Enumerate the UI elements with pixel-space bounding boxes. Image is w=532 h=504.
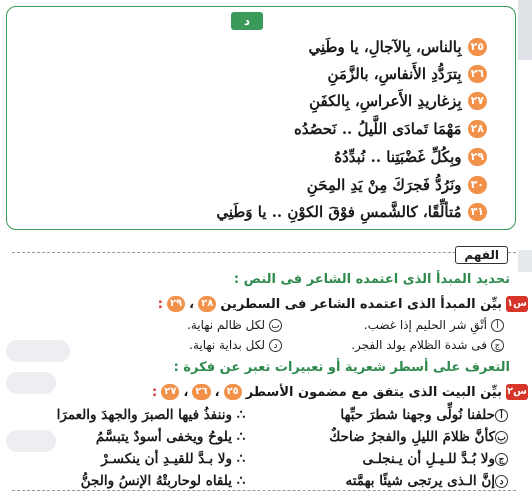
faded-pill bbox=[6, 340, 70, 362]
option-letter: أ bbox=[491, 319, 504, 332]
option-text: فى شدة الظلام يولد الفجر. bbox=[351, 338, 487, 352]
side-bar-top bbox=[518, 0, 532, 60]
poem-box bbox=[6, 6, 516, 230]
hemistich-second: يلوحُ ويخفى أسودٌ يتبسَّمُ bbox=[95, 429, 232, 445]
section-divider bbox=[12, 252, 516, 268]
comma: ، bbox=[214, 384, 220, 400]
comma: ، bbox=[183, 384, 189, 400]
verse-line bbox=[309, 89, 487, 113]
option-letter: ج bbox=[491, 339, 504, 352]
verse-number: ٢٩ bbox=[468, 148, 487, 166]
question-badge: س٢ bbox=[506, 384, 528, 400]
couplet-option-a[interactable] bbox=[18, 404, 508, 426]
verse-number: ٢٥ bbox=[468, 38, 487, 56]
verse-text: وبِكُلِّ غَضْبَتِنا .. نُبدِّدُهُ bbox=[334, 148, 462, 166]
option-text: لكل ظالم نهاية. bbox=[187, 318, 265, 332]
colon: : bbox=[152, 384, 158, 400]
verse-text: بِترَدُّدِ الأَنفاسِ، بالزَّمَنِ bbox=[327, 65, 462, 83]
hemistich-first: ولا بُـدَّ للـيـلِ أن يـنجلـى bbox=[362, 451, 495, 467]
bottom-divider bbox=[12, 490, 516, 491]
option-letter: د bbox=[495, 475, 508, 488]
hemistich-second: يلقاه لوحاربتْهُ الإنسُ والجنُّ bbox=[80, 473, 232, 489]
option-c[interactable] bbox=[351, 336, 504, 354]
question-text: بيِّن المبدأ الذى اعتمده الشاعر فى السطرين bbox=[220, 296, 502, 312]
option-letter: أ bbox=[495, 409, 508, 422]
verse-line bbox=[216, 200, 487, 224]
colon: : bbox=[157, 296, 163, 312]
verse-text: بِزغاريدِ الأَعراسِ، بِالكفَنِ bbox=[309, 92, 462, 110]
verse-number: ٢٧ bbox=[468, 92, 487, 110]
question-1 bbox=[158, 294, 502, 314]
question-badge: س١ bbox=[506, 296, 528, 312]
section-tag: د bbox=[231, 12, 263, 30]
separator: ∴ bbox=[236, 473, 246, 489]
verse-line bbox=[307, 173, 487, 197]
hemistich-second: وننفذُ فيها الصبرَ والجهدَ والعمرَا bbox=[56, 407, 232, 423]
hemistich-second: ولا بـدَّ للقيـدِ أن ينكسـرْ bbox=[101, 451, 232, 467]
couplet-option-c[interactable] bbox=[18, 448, 508, 470]
comma: ، bbox=[189, 296, 195, 312]
faded-pill bbox=[6, 372, 56, 394]
line-number: ٢٥ bbox=[224, 384, 242, 400]
line-number: ٢٧ bbox=[161, 384, 179, 400]
hemistich-first: حلفنا نُولِّى وجهنا شطرَ حبِّها bbox=[340, 407, 495, 423]
option-letter: ج bbox=[495, 453, 508, 466]
understanding-label: الفهم bbox=[455, 246, 508, 264]
question-text: بيِّن البيت الذى يتفق مع مضمون الأسطر bbox=[245, 384, 502, 400]
option-a[interactable] bbox=[364, 316, 504, 334]
verse-text: مُتألِّقًا، كالشَّمسِ فوْقَ الكوْنِ .. يا وَطَنِي bbox=[216, 203, 462, 221]
verse-number: ٣٠ bbox=[468, 176, 487, 194]
option-text: لكل بداية نهاية. bbox=[189, 338, 265, 352]
verse-number: ٢٦ bbox=[468, 65, 487, 83]
separator: ∴ bbox=[236, 451, 246, 467]
verse-text: مَهْمَا تَمادَى اللَّيلُ .. نَحصُدُه bbox=[294, 120, 462, 138]
line-number: ٢٩ bbox=[167, 296, 185, 312]
verse-text: بِالناس، بِالآجالِ، يا وطَنِي bbox=[308, 38, 462, 56]
couplet-option-b[interactable] bbox=[18, 426, 508, 448]
option-b[interactable] bbox=[187, 316, 282, 334]
separator: ∴ bbox=[236, 407, 246, 423]
option-d[interactable] bbox=[189, 336, 282, 354]
verse-line bbox=[328, 62, 487, 86]
couplet-option-d[interactable] bbox=[18, 470, 508, 492]
side-bar-mid bbox=[518, 250, 532, 272]
topic-heading: تحديد المبدأ الذى اعتمده الشاعر فى النص : bbox=[233, 272, 510, 287]
separator: ∴ bbox=[236, 429, 246, 445]
line-number: ٢٨ bbox=[198, 296, 216, 312]
verse-line bbox=[294, 117, 487, 141]
topic-heading: التعرف على أسطر شعرية أو تعبيرات تعبر عن فكرة : bbox=[173, 360, 510, 375]
verse-number: ٣١ bbox=[468, 203, 487, 221]
question-2 bbox=[152, 382, 502, 402]
line-number: ٢٦ bbox=[192, 384, 210, 400]
verse-number: ٢٨ bbox=[468, 120, 487, 138]
option-letter: ب bbox=[495, 431, 508, 444]
verse-line bbox=[308, 35, 487, 59]
option-letter: ب bbox=[269, 319, 282, 332]
option-letter: د bbox=[269, 339, 282, 352]
verse-line bbox=[334, 145, 487, 169]
hemistich-first: إنَّ الـذى يرتجى شيئًا بهمَّته bbox=[345, 473, 495, 489]
hemistich-first: كأنَّ ظلامَ الليلِ والفجرُ ضاحكٌ bbox=[329, 429, 495, 445]
option-text: أتْقِ شر الحليم إذا غضب. bbox=[363, 318, 487, 332]
verse-text: ونَرُدُّ فَجرَكَ مِنْ يَدِ المِحَنِ bbox=[306, 176, 462, 194]
